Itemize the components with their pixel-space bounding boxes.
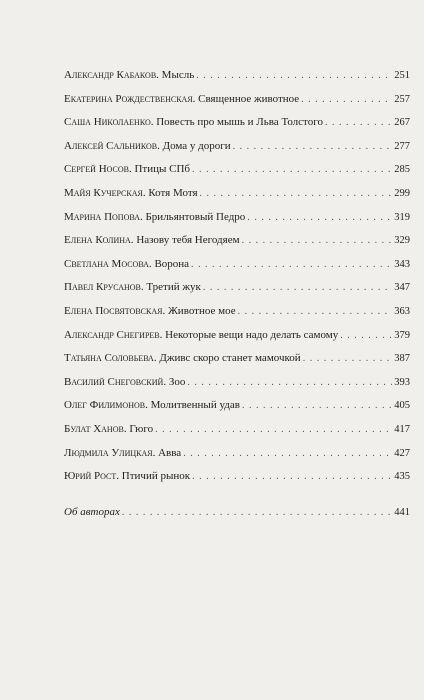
- toc-entry-work: Котя Мотя: [148, 186, 198, 199]
- toc-entry-page: 329: [394, 235, 410, 247]
- toc-entry: [64, 351, 410, 375]
- toc-entry-page: 285: [394, 164, 410, 176]
- toc-entry-title: [64, 257, 189, 271]
- toc-entry: [64, 139, 410, 163]
- toc-entry-page: 417: [394, 423, 410, 435]
- toc-entry: [64, 398, 410, 422]
- toc-entry-work: Молитвенный удав: [150, 399, 240, 412]
- toc-entry-title: [64, 186, 198, 200]
- toc-entry-title: [64, 375, 185, 389]
- toc-entry-work: Мысль: [161, 69, 195, 81]
- toc-entry: [64, 115, 410, 139]
- toc-entry-title: [64, 351, 301, 365]
- toc-entry-author: Саша Николаенко.: [64, 116, 154, 129]
- toc-entry-page: 319: [394, 211, 410, 223]
- toc-entry-page: 257: [394, 93, 410, 105]
- toc-entry-page: 347: [394, 282, 410, 294]
- toc-entry-page: 427: [394, 447, 410, 459]
- toc-entry-title: [64, 328, 338, 342]
- toc-entry-page: 343: [394, 258, 410, 270]
- toc-entry-title: [64, 398, 240, 412]
- toc-entry-page: 393: [394, 376, 410, 388]
- toc-entry-about-authors: [64, 505, 410, 529]
- toc-leader-dots: [301, 93, 392, 107]
- toc-entry-title: [64, 68, 194, 82]
- toc-entry: [64, 304, 410, 328]
- toc-entry: [64, 422, 410, 446]
- toc-entries: [64, 68, 410, 493]
- toc-entry-author: Олег Филимонов.: [64, 399, 148, 412]
- toc-leader-dots: [192, 163, 392, 177]
- toc-entry-title: Об авторах: [64, 505, 120, 518]
- toc-entry-title: [64, 304, 236, 318]
- toc-entry: [64, 210, 410, 234]
- toc-entry-author: Марина Попова.: [64, 210, 143, 223]
- toc-entry-work: Дома у дороги: [162, 139, 231, 152]
- toc-entry: [64, 280, 410, 304]
- toc-entry-page: 251: [394, 70, 410, 81]
- toc-entry-page: 387: [394, 353, 410, 365]
- toc-entry: [64, 92, 410, 116]
- toc-entry-work: Зоо: [168, 375, 186, 388]
- toc-entry: [64, 68, 410, 92]
- toc-entry-author: Татьяна Соловьева.: [64, 352, 157, 365]
- toc-leader-dots: [187, 376, 392, 390]
- toc-entry-title: [64, 139, 231, 153]
- toc-entry-work: Некоторые вещи надо делать самому: [165, 328, 339, 341]
- toc-leader-dots: [155, 423, 392, 437]
- toc-leader-dots: [233, 140, 392, 154]
- toc-entry-work: Назову тебя Негодяем: [136, 234, 240, 247]
- toc-entry-page: 441: [394, 506, 410, 518]
- toc-leader-dots: [192, 470, 392, 484]
- toc-entry-work: Дживс скоро станет мамочкой: [159, 352, 301, 365]
- toc-leader-dots: [242, 399, 392, 413]
- toc-entry-title: [64, 92, 299, 106]
- toc-entry: [64, 446, 410, 470]
- toc-leader-dots: [196, 69, 392, 83]
- toc-entry-author: Юрий Рост.: [64, 470, 120, 483]
- toc-entry-work: Гюго: [129, 422, 154, 435]
- toc-leader-dots: [303, 352, 392, 366]
- toc-entry-author: Майя Кучерская.: [64, 186, 146, 199]
- toc-entry: [64, 233, 410, 257]
- toc-entry-title: [64, 115, 323, 129]
- toc-entry-title: [64, 469, 190, 483]
- toc-entry-author: Сергей Носов.: [64, 163, 132, 176]
- toc-leader-dots: [242, 234, 392, 248]
- toc-entry-page: 435: [394, 471, 410, 483]
- toc-leader-dots: [325, 116, 392, 130]
- toc-entry-work: Третий жук: [146, 281, 201, 294]
- toc-leader-dots: [238, 305, 392, 319]
- toc-entry-work: Священное животное: [198, 92, 300, 105]
- toc-leader-dots: [340, 329, 392, 343]
- toc-entry-author: Булат Ханов.: [64, 422, 127, 435]
- toc-entry-author: Василий Снеговский.: [64, 375, 167, 388]
- toc-entry-author: Светлана Мосова.: [64, 257, 152, 270]
- toc-entry-page: 267: [394, 117, 410, 129]
- toc-entry-author: Екатерина Рождественская.: [64, 92, 196, 105]
- toc-entry-author: Елена Посвятовская.: [64, 304, 166, 317]
- toc-leader-dots: [191, 258, 392, 272]
- toc-entry: [64, 375, 410, 399]
- toc-entry: [64, 469, 410, 493]
- toc-entry-author: Алексей Сальников.: [64, 139, 160, 152]
- toc-entry: [64, 257, 410, 281]
- toc-entry-work: Птицы СПб: [134, 163, 191, 176]
- toc-leader-dots: [247, 211, 392, 225]
- toc-entry-author: Елена Колина.: [64, 234, 134, 247]
- toc-entry-work: Повесть про мышь и Льва Толстого: [156, 116, 323, 129]
- toc-leader-dots: [203, 281, 392, 295]
- table-of-contents: [64, 68, 410, 528]
- toc-entry-work: Птичий рынок: [121, 470, 191, 483]
- toc-entry-work: Авва: [158, 446, 182, 459]
- toc-entry-title: [64, 280, 201, 294]
- toc-entry-author: Людмила Улицкая.: [64, 446, 156, 459]
- toc-entry-work: Брильянтовый Педро: [145, 210, 246, 223]
- toc-entry-page: 299: [394, 187, 410, 199]
- toc-entry-title: [64, 162, 190, 176]
- toc-entry-work: Животное мое: [167, 304, 236, 317]
- toc-entry-page: 277: [394, 140, 410, 152]
- toc-entry-author: Александр Кабаков.: [64, 69, 159, 81]
- toc-entry-page: 363: [394, 305, 410, 317]
- toc-entry-work: Ворона: [154, 257, 190, 270]
- toc-entry: [64, 186, 410, 210]
- toc-leader-dots: [200, 187, 392, 201]
- toc-entry-title: [64, 233, 240, 247]
- toc-leader-dots: [183, 447, 392, 461]
- toc-entry-title: [64, 446, 181, 460]
- toc-entry: [64, 162, 410, 186]
- toc-entry-title: [64, 210, 245, 224]
- toc-entry: [64, 328, 410, 352]
- toc-entry-author: Павел Крусанов.: [64, 281, 144, 294]
- toc-entry-title: [64, 422, 153, 436]
- toc-entry-author: Александр Снегирев.: [64, 328, 163, 341]
- toc-entry-page: 405: [394, 400, 410, 412]
- toc-entry-page: 379: [394, 329, 410, 341]
- toc-leader-dots: [122, 506, 392, 520]
